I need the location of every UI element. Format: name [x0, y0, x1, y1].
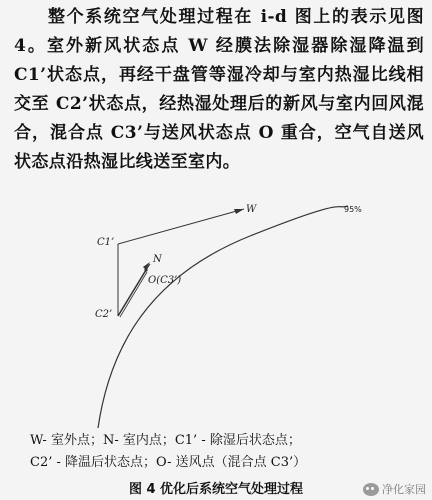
label-o-c3: O(C3’)	[148, 275, 182, 286]
legend-line-1: W- 室外点；N- 室内点；C1’ - 除湿后状态点；	[30, 433, 301, 448]
label-c2: C2’	[95, 309, 113, 320]
wechat-icon	[363, 483, 379, 496]
label-c1: C1’	[97, 237, 115, 248]
line-c2-o	[118, 270, 146, 316]
w-arrow	[234, 209, 244, 214]
figure-caption: 图 4 优化后系统空气处理过程	[128, 482, 304, 497]
watermark	[363, 481, 426, 497]
watermark-text: 净化家园	[382, 483, 426, 496]
label-w: W	[246, 204, 257, 215]
label-rh95: 95%	[344, 205, 362, 214]
body-paragraph: 整个系统空气处理过程在 i-d 图上的表示见图4。室外新风状态点 W 经膜法除湿器除湿降温到 C1’状态点，再经干盘管等湿冷却与室内热湿比线相交至 C2’状态点，经热湿处理后的新风与室内回风混合，混合点 C3’与送风状态点 O 重合，空气自送风状态点沿热湿比线送至室内。	[14, 7, 424, 172]
label-n: N	[153, 254, 162, 265]
legend-line-2: C2’ - 降温后状态点；O- 送风点（混合点 C3’）	[30, 455, 307, 470]
line-c1-w	[118, 209, 244, 244]
line-c2-o-shadow	[120, 272, 147, 317]
o-point	[144, 268, 147, 271]
figure-legend	[30, 430, 420, 474]
psychrometric-figure	[0, 196, 432, 428]
